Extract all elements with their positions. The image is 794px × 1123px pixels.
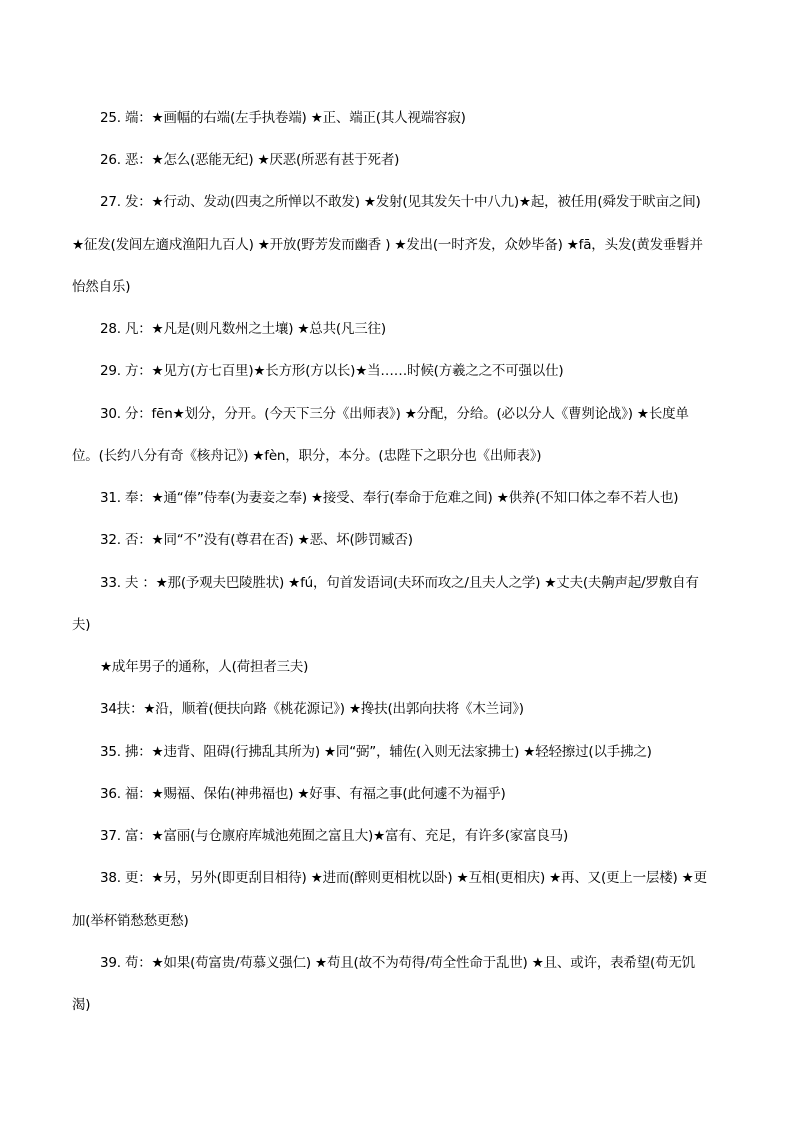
entry-27-line-3: 怡然自乐) [72,279,131,295]
entry-30-line-1: 30. 分：fēn★划分，分开。(今天下三分《出师表》) ★分配，分给。(必以分人《曹刿论战》) ★长度单 [100,406,689,422]
entry-39-line-2: 渴) [72,997,91,1013]
entry-27-line-2: ★征发(发闾左適戍渔阳九百人) ★开放(野芳发而幽香 ) ★发出(一时齐发，众妙毕备) ★fā，头发(黄发垂髫并 [72,237,703,253]
entry-38-line-1: 38. 更：★另，另外(即更刮目相待) ★进而(醉则更相枕以卧) ★互相(更相庆) ★再、又(更上一层楼) ★更 [100,870,707,886]
entry-30-line-2: 位。(长约八分有奇《核舟记》) ★fèn，职分，本分。(忠陛下之职分也《出师表》) [72,448,542,464]
entry-33-line-1: 33. 夫 ：★那(予观夫巴陵胜状) ★fú，句首发语词(夫环而攻之/且夫人之学) ★丈夫(夫齁声起/罗敷自有 [100,575,699,591]
entry-35: 35. 拂：★违背、阻碍(行拂乱其所为) ★同“弼”，辅佐(入则无法家拂士) ★轻轻擦过(以手拂之) [100,744,652,760]
entry-32: 32. 否：★同“不”没有(尊君在否) ★恶、坏(陟罚臧否) [100,532,413,548]
entry-25: 25. 端：★画幅的右端(左手执卷端) ★正、端正(其人视端容寂) [100,110,466,126]
entry-31: 31. 奉：★通“俸”侍奉(为妻妾之奉) ★接受、奉行(奉命于危难之间) ★供养(不知口体之奉不若人也) [100,490,679,506]
entry-26: 26. 恶：★怎么(恶能无纪) ★厌恶(所恶有甚于死者) [100,152,400,168]
entry-37: 37. 富：★富丽(与仓廪府库城池苑囿之富且大)★富有、充足，有许多(家富良马) [100,828,569,844]
entry-39-line-1: 39. 苟：★如果(苟富贵/苟慕义强仁) ★苟且(故不为苟得/苟全性命于乱世) ★且、或许，表希望(苟无饥 [100,955,695,971]
entry-34: 34扶：★沿，顺着(便扶向路《桃花源记》) ★搀扶(出郭向扶将《木兰词》) [100,701,524,717]
entry-29: 29. 方：★见方(方七百里)★长方形(方以长)★当……时候(方羲之之不可强以仕) [100,363,564,379]
entry-28: 28. 凡：★凡是(则凡数州之土壤) ★总共(凡三往) [100,321,386,337]
entry-38-line-2: 加(举杯销愁愁更愁) [72,913,189,929]
entry-36: 36. 福：★赐福、保佑(神弗福也) ★好事、有福之事(此何遽不为福乎) [100,786,506,802]
entry-33-line-3: ★成年男子的通称，人(荷担者三夫) [100,659,309,675]
entry-27-line-1: 27. 发：★行动、发动(四夷之所惮以不敢发) ★发射(见其发矢十中八九)★起，被任用(舜发于畎亩之间) [100,194,701,210]
entry-33-line-2: 夫) [72,617,91,633]
